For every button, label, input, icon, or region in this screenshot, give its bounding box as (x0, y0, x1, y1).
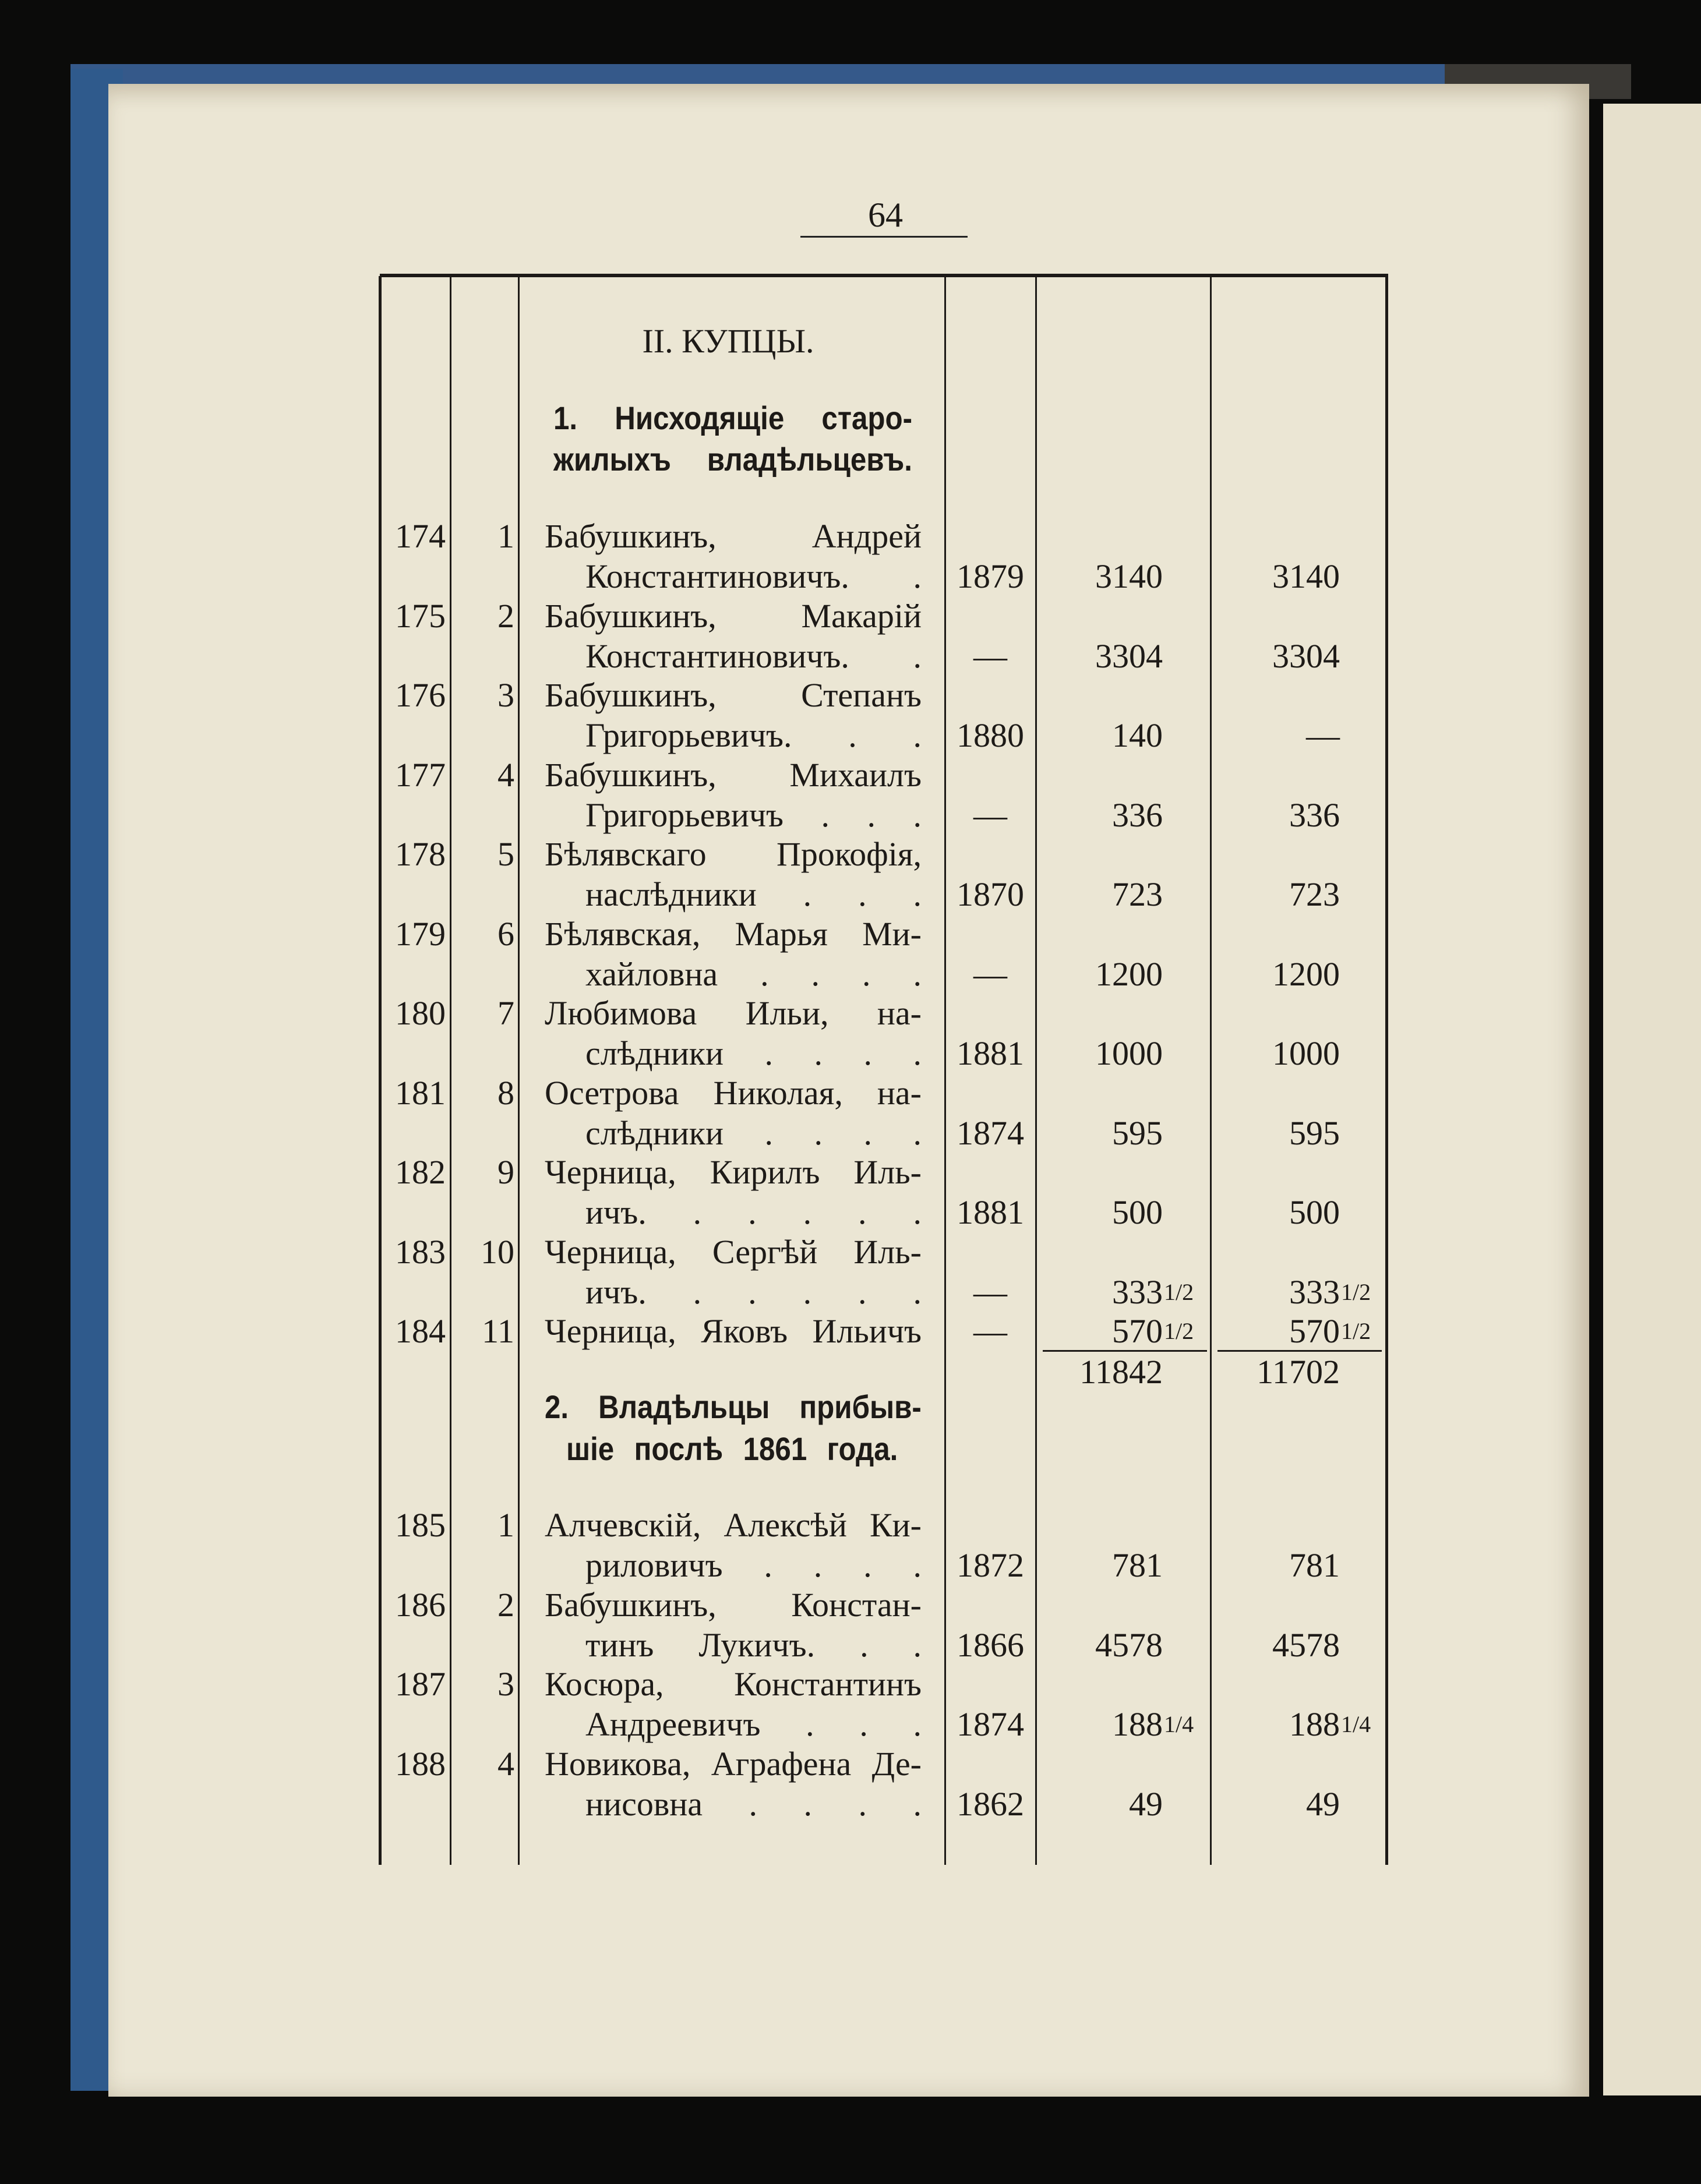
row-number: 175 (395, 596, 446, 635)
row-number: 178 (395, 835, 446, 873)
owner-name-line1: Любимова Ильи, на- (545, 994, 922, 1032)
group-number: 3 (497, 1665, 514, 1703)
value-1: 1200 (1095, 955, 1163, 993)
group-number: 4 (497, 755, 514, 794)
value-2: 188 (1289, 1705, 1340, 1743)
value-2: — (1306, 716, 1340, 754)
year: — (973, 955, 1007, 993)
owner-name-line2: наслѣдники . . . (585, 875, 922, 913)
value-1: 3304 (1095, 637, 1163, 675)
fraction: 1/4 (1341, 1711, 1371, 1737)
row-number: 179 (395, 914, 446, 953)
value-1: 3140 (1095, 557, 1163, 595)
row-number: 188 (395, 1744, 446, 1783)
year: 1881 (957, 1193, 1024, 1231)
value-2: 595 (1289, 1114, 1340, 1152)
owner-name-line2: хайловна . . . . (585, 955, 922, 993)
owner-name-line2: Григорьевичъ. . . (585, 716, 922, 754)
group-number: 3 (497, 676, 514, 714)
page-number-rule (800, 236, 968, 238)
year: 1879 (957, 557, 1024, 595)
value-2: 500 (1289, 1193, 1340, 1231)
fraction: 1/4 (1164, 1711, 1194, 1737)
group-number: 2 (497, 1585, 514, 1624)
owner-name-line1: Бѣлявская, Марья Ми- (545, 914, 922, 953)
owner-name-line2: тинъ Лукичъ. . . (585, 1625, 922, 1664)
year: 1880 (957, 716, 1024, 754)
owner-name-line1: Косюра, Константинъ (545, 1665, 922, 1703)
value-1: 333 (1112, 1273, 1163, 1311)
year: 1870 (957, 875, 1024, 913)
row-number: 187 (395, 1665, 446, 1703)
value-1: 570 (1112, 1312, 1163, 1350)
value-2: 1200 (1272, 955, 1340, 993)
year: — (973, 796, 1007, 834)
column-divider (944, 276, 946, 1865)
value-1: 595 (1112, 1114, 1163, 1152)
year: 1874 (957, 1705, 1024, 1743)
owner-name-line1: Бабушкинъ, Андрей (545, 517, 922, 555)
owner-name-line2: ичъ. . . . . . (585, 1273, 922, 1311)
owner-name-line1: Алчевскій, Алексѣй Ки- (545, 1506, 922, 1544)
column-divider (518, 276, 520, 1865)
row-number: 177 (395, 755, 446, 794)
fraction: 1/2 (1341, 1318, 1371, 1344)
column-divider (1385, 276, 1388, 1865)
owner-name-line1: Бабушкинъ, Михаилъ (545, 755, 922, 794)
row-number: 181 (395, 1073, 446, 1112)
value-2: 723 (1289, 875, 1340, 913)
value-2: 570 (1289, 1312, 1340, 1350)
row-number: 183 (395, 1232, 446, 1271)
owner-name-line1: Новикова, Аграфена Де- (545, 1744, 922, 1783)
group-number: 6 (497, 914, 514, 953)
value-2: 781 (1289, 1546, 1340, 1584)
group-number: 10 (481, 1232, 514, 1271)
owner-name-line1: Черница, Сергѣй Иль- (545, 1232, 922, 1271)
owner-name-line2: Григорьевичъ . . . (585, 796, 922, 834)
total-value-2: 11702 (1257, 1353, 1340, 1391)
owner-name-line1: Бабушкинъ, Степанъ (545, 676, 922, 714)
fraction: 1/2 (1341, 1278, 1371, 1305)
value-1: 781 (1112, 1546, 1163, 1584)
value-2: 49 (1306, 1784, 1340, 1823)
group-number: 1 (497, 1506, 514, 1544)
owner-name-line2: нисовна . . . . (585, 1784, 922, 1823)
table-top-border (380, 274, 1388, 277)
group1-heading-line2: жилыхъ владѣльцевъ. (553, 441, 912, 478)
group-number: 4 (497, 1744, 514, 1783)
fraction: 1/2 (1164, 1318, 1194, 1344)
year: — (973, 1273, 1007, 1311)
group1-heading-line1: 1. Нисходящіе старо- (553, 400, 912, 436)
owner-name-line2: ичъ. . . . . . (585, 1193, 922, 1231)
row-number: 176 (395, 676, 446, 714)
year: 1881 (957, 1034, 1024, 1072)
year: 1872 (957, 1546, 1024, 1584)
year: 1874 (957, 1114, 1024, 1152)
group-number: 11 (482, 1312, 514, 1350)
year: 1866 (957, 1625, 1024, 1664)
owner-name-line2: слѣдники . . . . (585, 1034, 922, 1072)
value-1: 4578 (1095, 1625, 1163, 1664)
value-1: 500 (1112, 1193, 1163, 1231)
value-1: 188 (1112, 1705, 1163, 1743)
value-2: 3304 (1272, 637, 1340, 675)
total-value-1: 11842 (1079, 1353, 1163, 1391)
group-number: 7 (497, 994, 514, 1032)
facing-page (1603, 104, 1701, 2095)
row-number: 185 (395, 1506, 446, 1544)
owner-name-line2: Андреевичъ . . . (585, 1705, 922, 1743)
value-2: 336 (1289, 796, 1340, 834)
year: — (973, 637, 1007, 675)
owner-name-line1: Осетрова Николая, на- (545, 1073, 922, 1112)
group-number: 1 (497, 517, 514, 555)
row-number: 186 (395, 1585, 446, 1624)
group-number: 8 (497, 1073, 514, 1112)
page-number: 64 (868, 196, 903, 234)
owner-name-line2: Константиновичъ. . (585, 557, 922, 595)
row-number: 174 (395, 517, 446, 555)
row-number: 184 (395, 1312, 446, 1350)
owner-name-line1: Черница, Яковъ Ильичъ (545, 1312, 922, 1350)
value-1: 1000 (1095, 1034, 1163, 1072)
value-2: 4578 (1272, 1625, 1340, 1664)
group-number: 5 (497, 835, 514, 873)
group2-heading-line1: 2. Владѣльцы прибыв- (545, 1388, 922, 1425)
value-1: 336 (1112, 796, 1163, 834)
owner-name-line1: Бабушкинъ, Макарій (545, 596, 922, 635)
year: 1862 (957, 1784, 1024, 1823)
owner-name-line2: слѣдники . . . . (585, 1114, 922, 1152)
value-2: 1000 (1272, 1034, 1340, 1072)
section-title: II. КУПЦЫ. (642, 322, 814, 360)
owner-name-line2: Константиновичъ. . (585, 637, 922, 675)
group2-heading-line2: шіе послѣ 1861 года. (566, 1430, 898, 1467)
group-number: 2 (497, 596, 514, 635)
value-1: 49 (1129, 1784, 1163, 1823)
value-2: 333 (1289, 1273, 1340, 1311)
owner-name-line1: Бабушкинъ, Констан- (545, 1585, 922, 1624)
column-divider (450, 276, 451, 1865)
fraction: 1/2 (1164, 1278, 1194, 1305)
row-number: 182 (395, 1153, 446, 1191)
group-number: 9 (497, 1153, 514, 1191)
column-divider (379, 276, 382, 1865)
owner-name-line2: риловичъ . . . . (585, 1546, 922, 1584)
value-1: 140 (1112, 716, 1163, 754)
owner-name-line1: Бѣлявскаго Прокофія, (545, 835, 922, 873)
owner-name-line1: Черница, Кирилъ Иль- (545, 1153, 922, 1191)
value-1: 723 (1112, 875, 1163, 913)
value-2: 3140 (1272, 557, 1340, 595)
row-number: 180 (395, 994, 446, 1032)
year: — (973, 1312, 1007, 1350)
